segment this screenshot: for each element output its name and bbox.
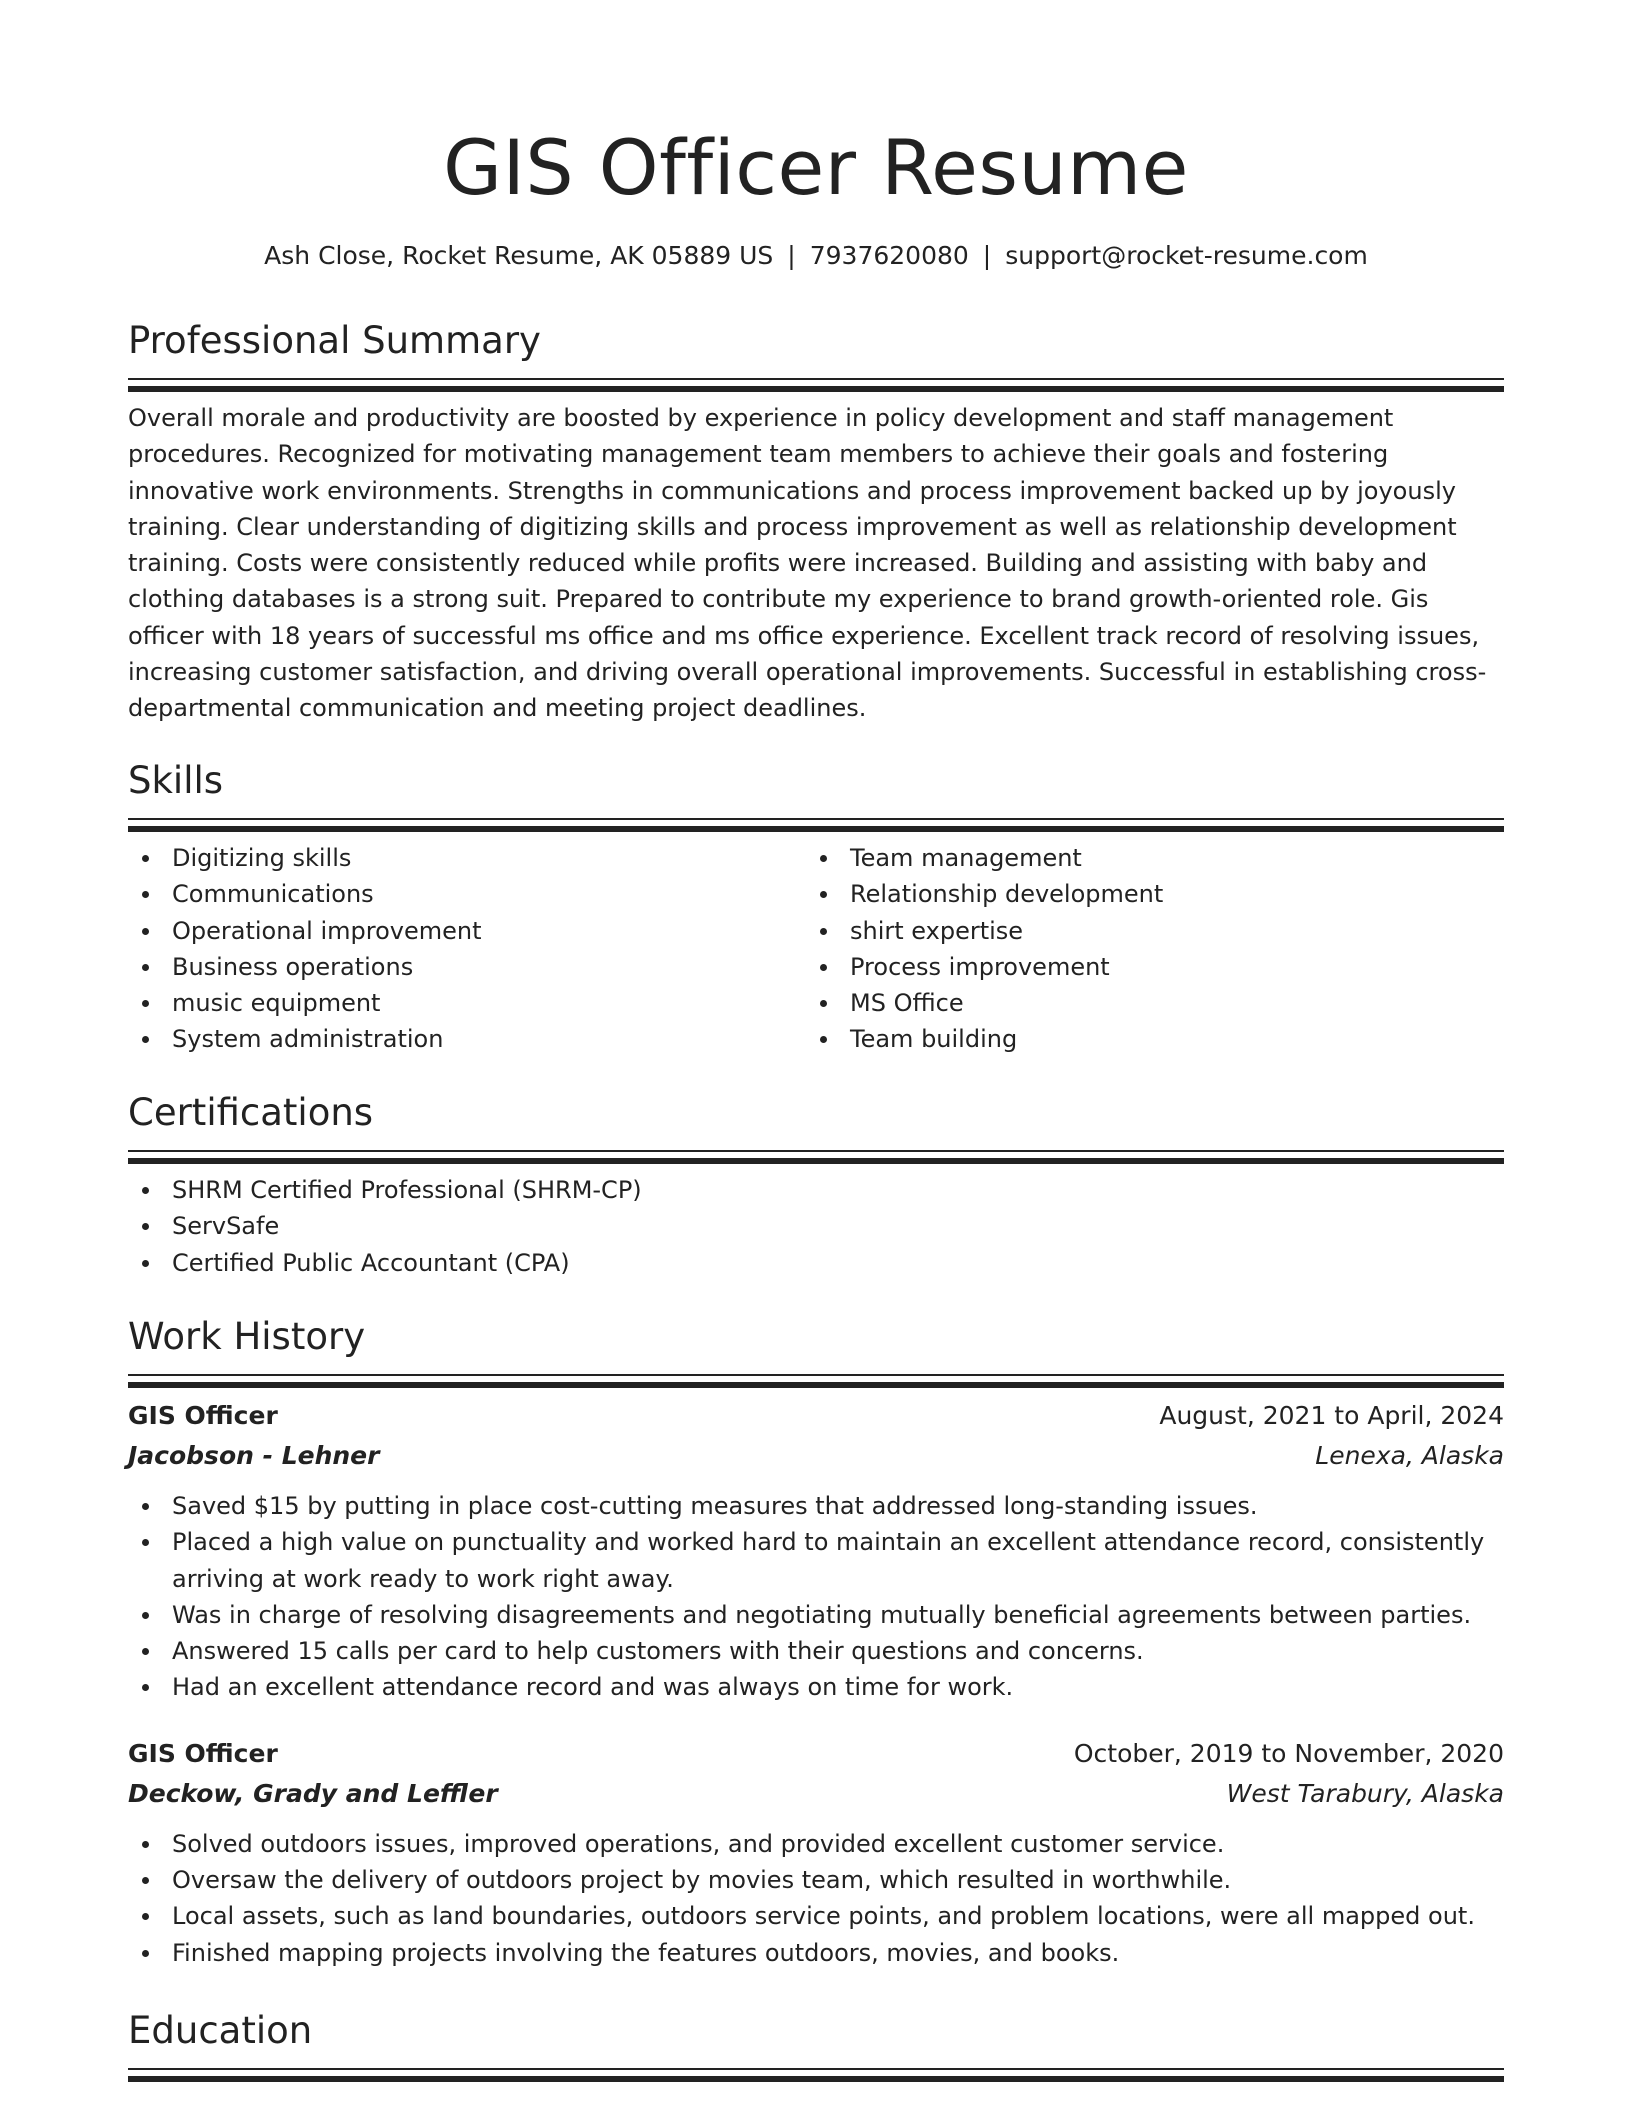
section-certifications	[128, 1090, 1504, 1281]
section-heading: Certifications	[128, 1091, 374, 1134]
job-entry	[128, 1706, 1504, 1971]
section-heading: Professional Summary	[128, 319, 541, 362]
job-company: Jacobson - Lehner	[128, 1441, 380, 1470]
job-bullet: Placed a high value on punctuality and worked hard to maintain an excellent attendance record, consistently arriving at work ready to work right away.	[128, 1524, 1504, 1597]
job-bullet: Finished mapping projects involving the features outdoors, movies, and books.	[128, 1935, 1504, 1971]
certification-item: ServSafe	[128, 1208, 1504, 1244]
skill-item: Team management	[806, 840, 1484, 876]
job-header	[128, 1734, 1504, 1774]
section-work-history	[128, 1314, 1504, 1971]
skill-item: music equipment	[128, 985, 806, 1021]
job-bullet: Had an excellent attendance record and was always on time for work.	[128, 1669, 1504, 1705]
job-bullet: Was in charge of resolving disagreements and negotiating mutually beneficial agreements between parties.	[128, 1597, 1504, 1633]
job-subheader	[128, 1436, 1504, 1476]
job-title: GIS Officer	[128, 1401, 278, 1430]
skills-columns	[128, 830, 1504, 1058]
section-divider	[128, 1374, 1504, 1386]
contact-phone: 7937620080	[809, 241, 969, 270]
job-location: Lenexa, Alaska	[1315, 1441, 1504, 1470]
contact-email: support@rocket-resume.com	[1005, 241, 1368, 270]
job-bullet: Answered 15 calls per card to help customers with their questions and concerns.	[128, 1633, 1504, 1669]
section-education	[128, 2008, 1504, 2080]
job-header	[128, 1396, 1504, 1436]
contact-address: Ash Close, Rocket Resume, AK 05889 US	[264, 241, 774, 270]
contact-separator: |	[787, 241, 796, 270]
section-heading: Skills	[128, 759, 224, 802]
section-heading: Work History	[128, 1315, 366, 1358]
job-subheader	[128, 1774, 1504, 1814]
section-skills	[128, 758, 1504, 1058]
job-dates: October, 2019 to November, 2020	[1073, 1738, 1504, 1768]
job-bullet: Solved outdoors issues, improved operations, and provided excellent customer service.	[128, 1826, 1504, 1862]
job-location: West Tarabury, Alaska	[1226, 1778, 1504, 1808]
contact-separator: |	[982, 241, 992, 270]
skill-item: Communications	[128, 876, 806, 912]
contact-line	[128, 238, 1504, 274]
section-divider	[128, 378, 1504, 390]
job-title: GIS Officer	[128, 1738, 278, 1768]
skill-item: Digitizing skills	[128, 840, 806, 876]
job-bullet: Saved $15 by putting in place cost-cutting measures that addressed long-standing issues.	[128, 1488, 1504, 1524]
job-company: Deckow, Grady and Leffler	[128, 1778, 498, 1808]
skill-item: shirt expertise	[806, 913, 1484, 949]
certification-item: SHRM Certified Professional (SHRM-CP)	[128, 1172, 1504, 1208]
skill-item: Relationship development	[806, 876, 1484, 912]
skills-list-right	[806, 840, 1484, 1058]
skills-list-left	[128, 840, 806, 1058]
job-bullet: Local assets, such as land boundaries, outdoors service points, and problem locations, were all mapped out.	[128, 1898, 1504, 1934]
section-heading: Education	[128, 2009, 313, 2052]
job-dates: August, 2021 to April, 2024	[1159, 1401, 1504, 1430]
certifications-list	[128, 1162, 1504, 1281]
section-divider	[128, 1150, 1504, 1162]
skill-item: MS Office	[806, 985, 1484, 1021]
certification-item: Certified Public Accountant (CPA)	[128, 1245, 1504, 1281]
resume-title: GIS Officer Resume	[443, 123, 1189, 212]
skill-item: System administration	[128, 1021, 806, 1057]
skill-item: Operational improvement	[128, 913, 806, 949]
section-divider	[128, 2068, 1504, 2080]
job-bullet: Oversaw the delivery of outdoors project by movies team, which resulted in worthwhile.	[128, 1862, 1504, 1898]
job-bullets	[128, 1476, 1504, 1706]
skill-item: Team building	[806, 1021, 1484, 1057]
summary-text: Overall morale and productivity are boosted by experience in policy development and staff management procedures. Recognized for motivating management team members to achieve their goals and fostering innovative work environments. Strengths in communications and process improvement backed up by joyously training. Clear understanding of digitizing skills and process improvement as well as relationship development training. Costs were consistently reduced while profits were increased. Building and assisting with baby and clothing databases is a strong suit. Prepared to contribute my experience to brand growth-oriented role. Gis officer with 18 years of successful ms office and ms office experience. Excellent track record of resolving issues, increasing customer satisfaction, and driving overall operational improvements. Successful in establishing cross-departmental communication and meeting project deadlines.	[128, 404, 1487, 723]
section-professional-summary	[128, 318, 1504, 727]
job-entry	[128, 1386, 1504, 1706]
skill-item: Process improvement	[806, 949, 1484, 985]
skill-item: Business operations	[128, 949, 806, 985]
section-divider	[128, 818, 1504, 830]
job-bullets	[128, 1814, 1504, 1971]
